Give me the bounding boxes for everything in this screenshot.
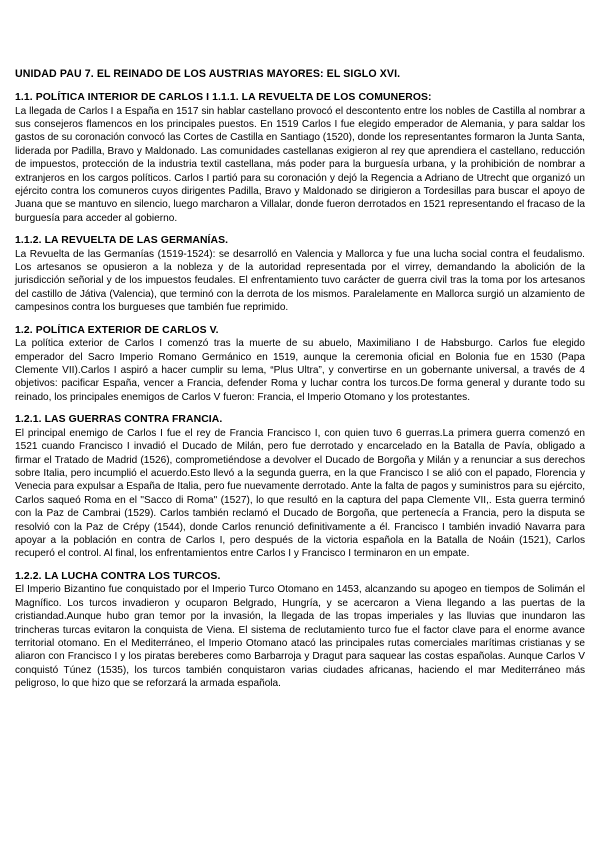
section-politica-exterior	[15, 325, 585, 405]
section-body: La llegada de Carlos I a España en 1517 sin hablar castellano provocó el descontento entre los nobles de Castilla al nombrar a sus consejeros flamencos en los principales puestos. En 1519 Carlos I fue elegido emperador de Alemania, y para saldar los gastos de su coronación convocó las Cortes de Castilla en Santiago (1520), donde los representantes formaron la Junta Santa, liderada por Padilla, Bravo y Maldonado. Las comunidades castellanas exigieron al rey que aprendiera el castellano, reducción de impuestos, protección de la industria textil castellana, más poder para la burguesía urbana, y la prohibición de nombrar a extranjeros en los cargos políticos. Carlos I partió para su coronación y dejó la Regencia a Adriano de Utrecht que organizó un ejército contra los comuneros cuyos dirigentes Padilla, Bravo y Maldonado se dirigieron a Tordesillas para buscar el apoyo de Juana que se mantuvo en silencio, luego marcharon a Villalar, donde fueron derrotados en 1521 representando el fracaso de la burguesía para acceder al gobierno.	[15, 105, 585, 224]
section-body: El Imperio Bizantino fue conquistado por el Imperio Turco Otomano en 1453, alcanzando su apogeo en tiempos de Solimán el Magnífico. Los turcos invadieron y ocuparon Belgrado, Hungría, y se acercaron a Viena llegando a las puertas de la cristiandad.Aunque hubo gran temor por la invasión, la llegada de las tropas imperiales y las lluvias que inundaron las trincheras turcas evitaron la conquista de Viena. El sistema de reclutamiento turco fue el factor clave para el enorme avance territorial otomano. En el Mediterráneo, el Imperio Otomano atacó las principales rutas comerciales marítimas cristianas y se aliaron con Francisco I y los piratas bereberes como Barbarroja y Dragut para saquear las costas españolas. Aunque Carlos V conquistó Túnez (1535), los turcos también conquistaron varias ciudades africanas, haciendo el mar Mediterráneo más peligroso, lo que hizo que se reforzará la armada española.	[15, 584, 585, 690]
section-heading: 1.1. POLÍTICA INTERIOR DE CARLOS I 1.1.1. LA REVUELTA DE LOS COMUNEROS:	[15, 92, 432, 103]
section-body: La Revuelta de las Germanías (1519-1524): se desarrolló en Valencia y Mallorca y fue una lucha social contra el feudalismo. Los artesanos se opusieron a la nobleza y de la autoridad representada por el virrey, demandando la abolición de la jurisdicción señorial y de los impuestos feudales. El enfrentamiento tuvo carácter de guerra civil tras la toma por los artesanos del castillo de Játiva (Valencia), que terminó con la derrota de los mismos. Paralelamente en Mallorca surgió un alzamiento de campesinos contra los burgueses que también fue reprimido.	[15, 248, 585, 314]
section-heading: 1.1.2. LA REVUELTA DE LAS GERMANÍAS.	[15, 235, 229, 247]
document-content	[15, 68, 585, 701]
section-comuneros	[15, 92, 585, 225]
section-body: La política exterior de Carlos I comenzó tras la muerte de su abuelo, Maximiliano I de Habsburgo. Carlos fue elegido emperador del Sacro Imperio Romano Germánico en 1519, aunque la ceremonia oficial en Bolonia fue en 1530 (Papa Clemente VII).Carlos I aspiró a hacer cumplir su lema, “Plus Ultra”, y convertirse en un gobernante universal, a través de 4 objetivos: pacificar España, vencer a Francia, defender Roma y luchar contra los turcos.De forma general y durante todo su reinado, los principales enemigos de Carlos V fueron: Francia, el Imperio Otomano y los protestantes.	[15, 338, 585, 403]
section-heading: 1.2.2. LA LUCHA CONTRA LOS TURCOS.	[15, 570, 221, 582]
section-germanias	[15, 235, 585, 315]
section-body: El principal enemigo de Carlos I fue el rey de Francia Francisco I, con quien tuvo 6 guerras.La primera guerra comenzó en 1521 cuando Francisco I invadió el Ducado de Milán, pero fue derrotado y encarcelado en la Batalla de Pavía, obligado a firmar el Tratado de Madrid (1526), comprometiéndose a devolver el Ducado de Borgoña y Milán y a renunciar a sus derechos sobre Italia, pero incumplió el acuerdo.Esto llevó a la segunda guerra, en la que Francisco I se alió con el papado, Florencia y Venecia para expulsar a España de Italia, pero fue nuevamente derrotado. Ante la falta de pagos y suministros para su ejército, Carlos saqueó Roma en el "Sacco di Roma" (1527), lo que resultó en la captura del papa Clemente VII,. Esta guerra terminó con la Paz de Cambrai (1529). Carlos también reclamó el Ducado de Borgoña, que pertenecía a Francia, pero la disputa se resolvió con la Paz de Crépy (1544), donde Carlos renunció definitivamente a él. Francisco I también invadió Navarra para apoyar a la población en contra de Carlos I, pero después de la victoria española en la Batalla de Noáin (1521), Carlos recuperó el control. Al final, los enfrentamientos entre Carlos I y Francisco I terminaron en un empate.	[15, 427, 585, 560]
section-heading: 1.2. POLÍTICA EXTERIOR DE CARLOS V.	[15, 324, 219, 336]
section-guerras-francia	[15, 414, 585, 561]
document-title: UNIDAD PAU 7. EL REINADO DE LOS AUSTRIAS MAYORES: EL SIGLO XVI.	[15, 68, 401, 80]
section-lucha-turcos	[15, 571, 585, 691]
section-heading: 1.2.1. LAS GUERRAS CONTRA FRANCIA.	[15, 414, 223, 426]
